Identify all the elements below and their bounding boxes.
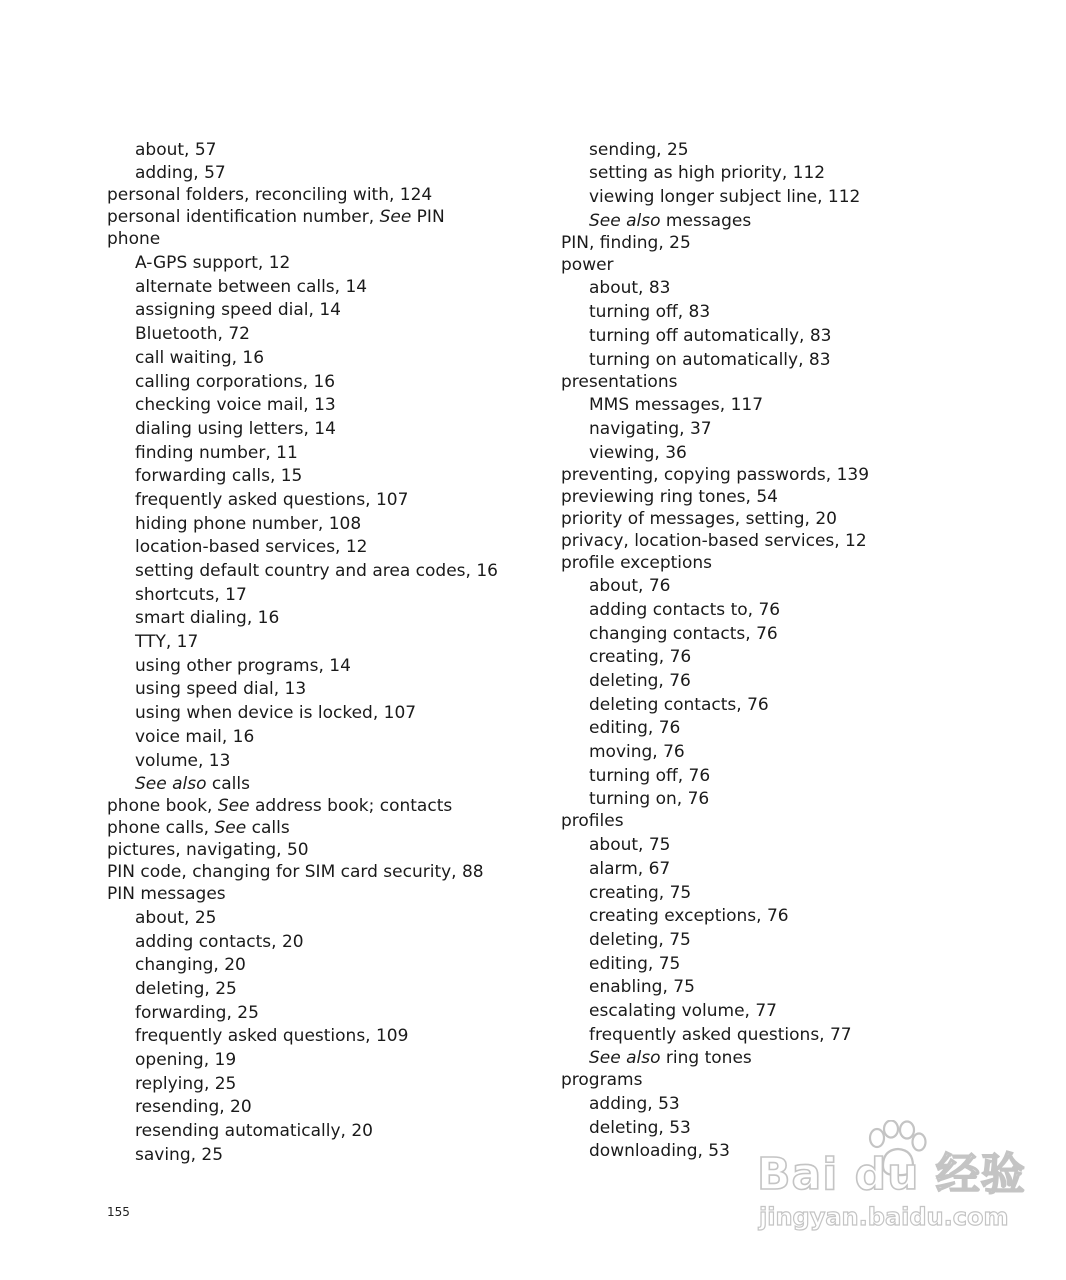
entry-text: checking voice mail, 13 [135,395,336,416]
entry-text: about, 57 [135,139,217,160]
index-entry [561,465,869,486]
entry-text: voice mail, 16 [135,726,255,747]
entry-text: MMS messages, 117 [589,395,764,416]
index-entry [107,185,498,206]
index-entry [107,229,498,250]
index-subentry [107,932,498,953]
index-subentry [107,608,498,629]
index-subentry [107,751,498,772]
entry-text: priority of messages, setting, 20 [561,508,837,529]
index-subentry [107,466,498,487]
entry-text: frequently asked questions, 107 [135,489,409,510]
index-subentry [107,979,498,1000]
index-subentry [561,835,869,856]
entry-text: adding, 53 [589,1094,680,1114]
entry-text: phone [107,229,161,250]
index-subentry [107,1074,498,1095]
see-reference: See also [135,774,207,795]
index-subentry [561,671,869,692]
entry-text: adding contacts, 20 [135,931,304,952]
index-subentry [107,395,498,416]
entry-text: about, 76 [589,576,671,597]
index-entry [107,207,498,228]
index-subentry [107,140,498,161]
index-subentry [107,514,498,535]
index-entry [561,553,869,574]
entry-text: deleting, 53 [589,1117,691,1138]
watermark-url-text: jingyan.baidu.com [759,1203,1009,1231]
entry-text: phone calls, [107,818,215,839]
entry-text: PIN, finding, 25 [561,232,691,253]
entry-text: opening, 19 [135,1050,237,1070]
entry-text: viewing longer subject line, 112 [589,187,861,208]
index-entry [561,487,869,508]
entry-text: previewing ring tones, 54 [561,486,778,507]
index-subentry [107,490,498,511]
index-subentry [107,727,498,748]
entry-text: saving, 25 [135,1144,224,1165]
entry-text: about, 83 [589,278,671,299]
index-subentry [107,537,498,558]
index-subentry [107,1097,498,1118]
entry-text: moving, 76 [589,742,685,763]
entry-text: replying, 25 [135,1073,237,1094]
entry-text: turning off, 83 [589,302,711,323]
entry-text: forwarding, 25 [135,1002,259,1023]
entry-text: finding number, 11 [135,442,298,463]
see-reference: See [379,207,412,228]
entry-text: TTY, 17 [135,632,199,653]
index-subentry [561,278,869,299]
see-reference: See [214,818,247,839]
entry-text: deleting, 76 [589,671,691,691]
entry-text: enabling, 75 [589,977,695,998]
entry-text: deleting, 25 [135,978,237,999]
entry-text: resending automatically, 20 [135,1121,373,1142]
entry-text: assigning speed dial, 14 [135,300,341,321]
index-subentry [107,632,498,653]
index-subentry [107,908,498,929]
index-entry [107,862,498,883]
index-subentry [561,1094,869,1115]
entry-text: editing, 75 [589,953,681,974]
index-subentry [561,140,869,161]
entry-text: changing contacts, 76 [589,623,778,644]
index-subentry [561,883,869,904]
index-subentry [107,774,498,795]
entry-text: call waiting, 16 [135,347,265,368]
entry-text: adding, 57 [135,163,226,184]
entry-text: about, 25 [135,907,217,928]
entry-text: presentations [561,371,678,392]
index-subentry [561,647,869,668]
entry-text: dialing using letters, 14 [135,418,336,439]
entry-text: forwarding calls, 15 [135,466,303,487]
index-subentry [107,253,498,274]
index-subentry [561,187,869,208]
index-subentry [561,326,869,347]
entry-text: creating exceptions, 76 [589,906,789,927]
entry-text: alarm, 67 [589,858,671,879]
entry-text: viewing, 36 [589,442,687,463]
entry-text: turning on automatically, 83 [589,349,831,370]
index-subentry [561,930,869,951]
cross-reference-target: messages [660,210,752,231]
index-subentry [561,1025,869,1046]
baidu-jingyan-watermark [755,1120,1026,1240]
entry-text: turning off, 76 [589,765,711,786]
entry-text: deleting, 75 [589,929,691,950]
entry-text: profile exceptions [561,552,713,573]
index-subentry [561,718,869,739]
index-subentry [561,163,869,184]
entry-text: PIN code, changing for SIM card security, 88 [107,862,484,883]
entry-text: privacy, location-based services, 12 [561,530,867,551]
index-subentry [107,372,498,393]
cross-reference-target: PIN [411,207,445,228]
page-number: 155 [107,1205,130,1219]
index-subentry [107,955,498,976]
index-subentry [107,1050,498,1071]
index-subentry [107,679,498,700]
entry-text: resending, 20 [135,1097,252,1118]
entry-text: Bluetooth, 72 [135,324,250,345]
index-entry [561,233,869,254]
index-subentry [561,600,869,621]
index-subentry [107,163,498,184]
index-subentry [561,766,869,787]
entry-text: calling corporations, 16 [135,371,336,392]
index-subentry [107,348,498,369]
entry-text: pictures, navigating, 50 [107,840,309,861]
entry-text: deleting contacts, 76 [589,694,769,715]
index-subentry [561,954,869,975]
index-entry [561,811,869,832]
index-subentry [107,1121,498,1142]
entry-text: preventing, copying passwords, 139 [561,464,870,485]
index-subentry [107,1026,498,1047]
entry-text: using other programs, 14 [135,655,351,676]
index-column-left [107,137,498,1166]
index-subentry [561,977,869,998]
index-subentry [107,1145,498,1166]
index-subentry [107,1003,498,1024]
index-entry [561,255,869,276]
index-entry [107,796,498,817]
see-reference: See [217,796,250,817]
index-subentry [107,277,498,298]
index-subentry [107,443,498,464]
index-subentry [107,703,498,724]
entry-text: volume, 13 [135,750,231,771]
entry-text: setting default country and area codes, 16 [135,561,498,581]
index-subentry [561,419,869,440]
watermark-logo-text: Bai du 经验 [757,1149,1026,1200]
index-subentry [561,443,869,464]
entry-text: creating, 75 [589,882,692,903]
index-subentry [107,324,498,345]
index-subentry [561,906,869,927]
index-entry [561,531,869,552]
index-subentry [107,656,498,677]
index-subentry [561,302,869,323]
entry-text: hiding phone number, 108 [135,513,362,534]
index-subentry [561,789,869,810]
entry-text: downloading, 53 [589,1141,730,1162]
entry-text: frequently asked questions, 77 [589,1024,852,1045]
index-subentry [561,576,869,597]
entry-text: programs [561,1070,643,1091]
index-subentry [107,585,498,606]
index-column-right [561,137,869,1162]
entry-text: editing, 76 [589,718,681,739]
entry-text: using when device is locked, 107 [135,703,417,724]
entry-text: sending, 25 [589,139,689,160]
index-subentry [107,561,498,582]
cross-reference-target: calls [246,818,290,839]
entry-text: setting as high priority, 112 [589,163,826,184]
index-entry [107,818,498,839]
entry-text: frequently asked questions, 109 [135,1026,409,1047]
entry-text: smart dialing, 16 [135,608,280,629]
entry-text: phone book, [107,796,218,817]
cross-reference-target: address book; contacts [249,796,453,817]
entry-text: changing, 20 [135,955,246,976]
index-subentry [561,1001,869,1022]
entry-text: personal folders, reconciling with, 124 [107,185,433,206]
index-subentry [561,859,869,880]
index-entry [107,840,498,861]
entry-text: PIN messages [107,884,226,905]
entry-text: shortcuts, 17 [135,584,247,605]
entry-text: personal identification number, [107,207,380,228]
index-entry [561,509,869,530]
index-subentry [561,624,869,645]
index-entry [561,372,869,393]
entry-text: using speed dial, 13 [135,679,307,700]
index-subentry [107,300,498,321]
entry-text: location-based services, 12 [135,537,368,558]
see-reference: See also [589,210,661,231]
index-subentry [561,742,869,763]
entry-text: about, 75 [589,835,671,856]
index-subentry [561,1048,869,1069]
entry-text: turning off automatically, 83 [589,325,832,346]
index-entry [107,884,498,905]
index-subentry [561,395,869,416]
index-subentry [561,350,869,371]
see-reference: See also [589,1048,661,1069]
cross-reference-target: calls [206,774,250,795]
index-entry [561,1070,869,1091]
entry-text: turning on, 76 [589,789,710,810]
entry-text: alternate between calls, 14 [135,276,368,297]
index-subentry [561,211,869,232]
entry-text: creating, 76 [589,647,692,668]
entry-text: profiles [561,811,624,832]
index-subentry [107,419,498,440]
entry-text: adding contacts to, 76 [589,599,781,620]
entry-text: power [561,254,614,275]
entry-text: A-GPS support, 12 [135,253,291,274]
index-subentry [561,695,869,716]
entry-text: escalating volume, 77 [589,1000,777,1021]
entry-text: navigating, 37 [589,418,712,439]
cross-reference-target: ring tones [660,1048,752,1069]
